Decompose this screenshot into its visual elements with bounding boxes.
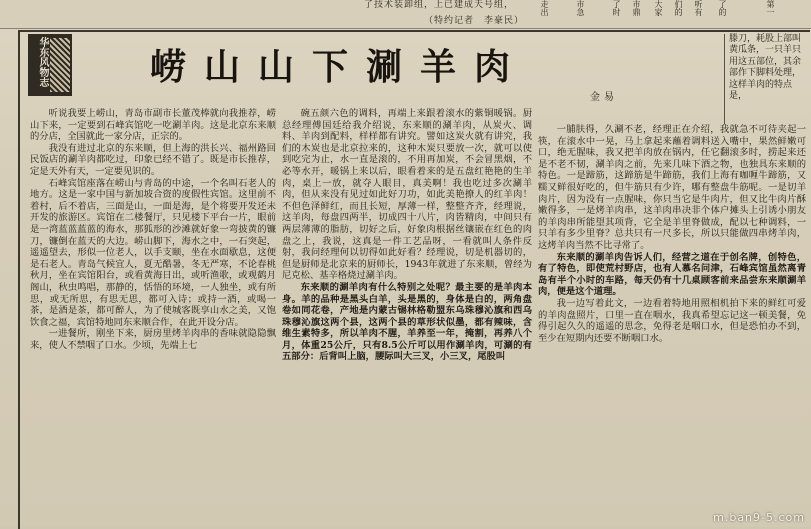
decorative-emblem-icon [50, 38, 70, 92]
fragment-column: 们的 [674, 0, 683, 16]
fragment-column: 走出 [540, 0, 549, 16]
previous-article-strip [0, 0, 811, 29]
article-column-3 [538, 124, 806, 523]
bold-paragraph: 东来顺的涮羊肉有什么特别之处呢？最主要的是羊肉本身。羊的品种是黑头白羊，头是黑的，身体是白的，两角盘卷如同花卷，产地是内蒙古锡林格勒盟东乌珠穆沁旗和西乌珠穆沁旗这两个县，这两个县的草形状似墨，都有辣味，含维生素特多，所以羊肉不腥，羊养至一年，掩割，再养八个月，体重25公斤，只有8.5公斤可以用作涮羊肉，可涮的有五部分：后背叫上脑，腰际叫大三叉，小三叉，尾股叫 [282, 281, 532, 363]
bold-paragraph: 东来顺的涮羊肉告诉人们，经营之道在于创名牌，创特色，有了特色，即使荒村野店，也有人慕名问津，石峰宾馆虽然离青岛有半个小时的车路，每天仍有十几桌顾客前来品尝东来顺涮羊肉，便是这个道理。 [538, 251, 806, 298]
column-tag-label: 华东风物志 [37, 37, 48, 87]
paragraph: 我没有进过北京的东来顺，但上海的洪长兴、福州路回民饭店的涮羊肉都吃过，印象已经不错了。既是市长推荐，定是天外有天，一定要见识的。 [30, 142, 276, 177]
fragment-column: 听有 [694, 0, 703, 16]
article-column-1 [30, 108, 276, 523]
fragment-column: 市鼎 [632, 0, 641, 16]
fragment-column: 大家 [654, 0, 663, 16]
sidebar-continuation [724, 34, 807, 124]
column-tag [28, 34, 72, 96]
paragraph: 一进餐所，刚坐下来，厨房里烤羊肉串的香味就隐隐飘来，使人不禁咽了口水。少顷，先端上七 [30, 328, 276, 351]
paragraph: 石峰宾馆座落在崂山与青岛的中途，一个名叫石老人的地方。这是一家中国与新加坡合资的度假性宾馆。这里前不着村，后不着店，三面是山，一面是海，是个将要开发还未开发的旅游区。宾馆在二楼餐厅，只见楼下平台一片，眼前是一湾蓝蓝蓝蓝的海水，那狐形的沙滩就好象一弯披黄的镰刀，镰倒在蓝天的大边。崂山脚下，海水之中，一石突起，遥遥望去，形似一位老人，以手支颐，坐在水面歇息，这便是石老人。青岛气候宜人，夏无酷暑，冬无严寒，不论春桃秋月，坐在宾馆阳台，或看黄海日出，或听渔歌，或观鹤月阁山，秋虫鸣唱，那静的，恬悟的环境，一人独坐，或有所思，或无所思，有思无思，都可入诗；或持一酒，或喝一茶，是酒是茶，都可醉人，为了使城客既享山水之美，又饱饮食之福，宾馆特地同东来顺合作，在此开设分店。 [30, 177, 276, 328]
sidebar-text: 滕刀，耗股上部叫黄瓜条，一只羊只用这五部位，其余部作下脚料处理，这样羊肉的特点是， [729, 34, 802, 102]
fragment-column: 了的 [718, 0, 727, 16]
site-watermark: m.ban9-5.com [713, 511, 805, 524]
article-headline: 崂山山下涮羊肉 [150, 47, 529, 88]
paragraph: 碗五颜六色的调料，再端上来跟着滚水的紫铜暖锅。厨总经理傅国廷给我介绍说，东来顺的涮羊肉，从炭火、调料、羊肉到配料，样样都有讲究。譬如这炭火就有讲究，我们的木炭也是北京拉来的，这种木炭只要放一次，就可以使到吃完为止，水一直是滚的，不用再加炭，不会冒黑烟，不必等水开，暖锅上来以后，眼看着来的是五盘红艳艳的生羊肉，桌上一放，就夺人眼目，真美啊！我也吃过多次涮羊肉，但从来没有见过如此好刀功，如此美艳撩人的红羊肉！不但色泽鲜红，而且长短，厚薄一样，整整齐齐，经理说，这羊肉，每盘四两半，切成四十八片，肉皆精肉，中间只有两层薄薄的脂肪，切好之后，好象肉根据丝镶嵌在红色的肉盘之上，我说，这真是一件工艺品呀，一看就叫人条件反射，我问经理何以切得如此好看？经理说，切是机器切的，但是厨师是北京来的厨师长，1943年就进了东来顺，曾经为尼克松、基辛格烧过涮羊肉。 [282, 108, 532, 282]
paragraph: 我一边写着此文，一边看着特地用照相机拍下来的鲜红可爱的羊肉盘照片，口里一直在咽水，我真希望忘记这一顿美餐，免得引起久久的遥遥的思念，免得老是咽口水，但是恐怕办不到，至少在短期内还要不断咽口水。 [538, 297, 806, 344]
fragment-column: 市急 [576, 0, 585, 16]
paragraph: 听说我要上崂山，青岛市副市长董茂棒就向我推荐，崂山下来，一定要到石峰宾馆吃一吃涮羊肉。这是北京东来顺的分店，全国就此一家分店，正宗的。 [30, 108, 276, 143]
previous-article-byline: （特约记者 李豪民） [424, 16, 525, 26]
previous-article-line: 了技术装卸组，上已建成天号组， [364, 0, 515, 10]
fragment-column: 了时 [612, 0, 621, 16]
article-column-2 [282, 108, 532, 523]
fragment-column: 第一 [766, 0, 775, 16]
article-author: 金易 [590, 92, 618, 103]
paragraph: 一脯肤得，久涮不老，经理正在介绍，我就急不可待夹起一筷，在滚水中一晃，马上拿起来蘸着调料送入嘴中，果然鲜嫩可口，绝无腥味，我又把羊肉放在锅内，任它翻滚多时，捞起来还是不老不韧，涮羊肉之前，先来几味下酒之物，也独具东来顺的特色。一是蹄筋，这蹄筋是牛蹄筋，我们上海有咖喱牛蹄筋，又糯又鲜很好吃的，但牛筋只有少许，哪有整盘牛筋呢。一是切羊肉片，因为没有一点腥味，你只当它是牛肉片，但又比牛肉片酥嫩得多，一是烤羊肉串，这羊肉串决非个体户摊头上引诱小朋友的羊肉串所能望其项背，它全是羊里脊做成，配以七种调料，一只羊有多少里脊？总共只有一尺多长，所以只能做四串烤羊肉，这烤羊肉当然不比寻常了。 [538, 124, 806, 251]
